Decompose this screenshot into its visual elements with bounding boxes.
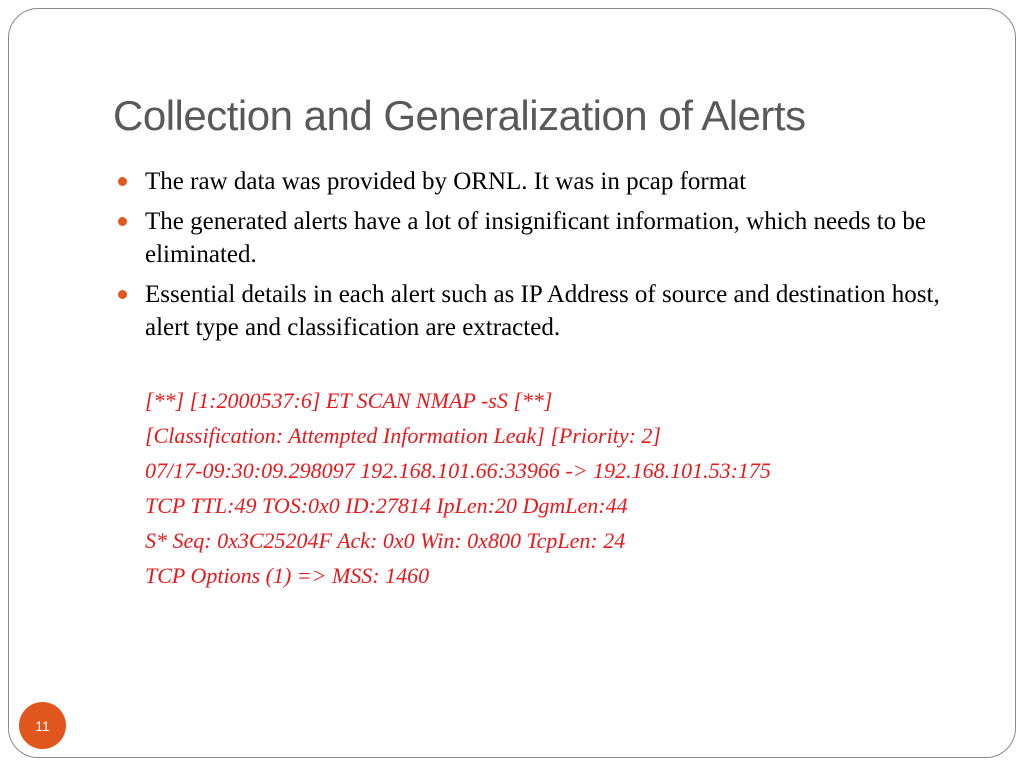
bullet-item [118,165,968,198]
bullet-text: The generated alerts have a lot of insignificant information, which needs to be eliminated. [145,208,926,268]
bullet-text: The raw data was provided by ORNL. It was in pcap format [145,168,747,195]
alert-line: TCP Options (1) => MSS: 1460 [145,563,430,588]
alert-line: [Classification: Attempted Information Leak] [Priority: 2] [145,423,661,448]
bullet-text: Essential details in each alert such as IP Address of source and destination host, alert type and classification are extracted. [145,281,940,341]
slide-title: Collection and Generalization of Alerts [113,92,806,139]
bullet-list [118,165,968,351]
bullet-item [118,278,968,344]
alert-example [145,388,845,598]
bullet-dot-icon [118,290,127,299]
alert-line: [**] [1:2000537:6] ET SCAN NMAP -sS [**] [145,388,553,413]
bullet-dot-icon [118,177,127,186]
bullet-item [118,205,968,271]
bullet-dot-icon [118,217,127,226]
page-number-badge: 11 [19,702,66,749]
alert-line: 07/17-09:30:09.298097 192.168.101.66:33966 -> 192.168.101.53:175 [145,458,771,483]
alert-line: S* Seq: 0x3C25204F Ack: 0x0 Win: 0x800 TcpLen: 24 [145,528,626,553]
alert-line: TCP TTL:49 TOS:0x0 ID:27814 IpLen:20 DgmLen:44 [145,493,628,518]
